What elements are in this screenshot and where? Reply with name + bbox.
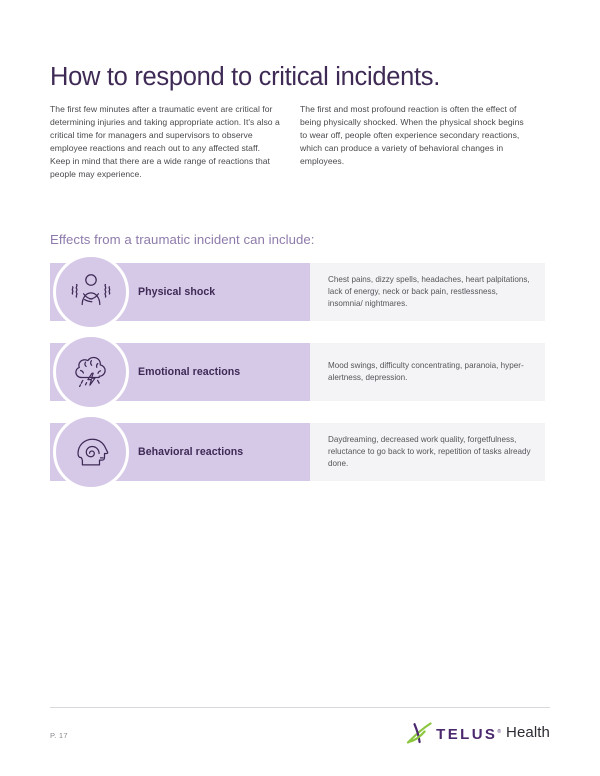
intro-text-block <box>50 103 550 182</box>
effect-row-description: Mood swings, difficulty concentrating, paranoia, hyper-alertness, depression. <box>328 360 524 382</box>
effect-row-behavioral-reactions <box>50 423 545 481</box>
health-wordmark: Health <box>506 724 550 741</box>
telus-wordmark-text: TELUS <box>436 725 498 743</box>
registered-mark: ® <box>497 728 502 735</box>
section-heading: Effects from a traumatic incident can include: <box>50 231 315 247</box>
effect-row-physical-shock <box>50 263 545 321</box>
brain-storm-icon <box>53 334 129 410</box>
effect-row-label: Emotional reactions <box>138 366 241 378</box>
effect-row-description: Daydreaming, decreased work quality, forgetfulness, reluctance to go back to work, repetition of tasks already done. <box>328 434 531 469</box>
effect-row-emotional-reactions <box>50 343 545 401</box>
intro-paragraph-left: The first few minutes after a traumatic event are critical for determining injuries and taking appropriate action. It's also a critical time for managers and supervisors to observe employee reactions and reach out to any affected staff. Keep in mind that there are a wide range of reactions that people may experience. <box>50 104 280 180</box>
footer-divider <box>50 707 550 708</box>
effect-row-description: Chest pains, dizzy spells, headaches, heart palpitations, lack of energy, neck or back pain, restlessness, insomnia/ nightmares. <box>328 274 530 309</box>
effect-row-label: Physical shock <box>138 286 216 298</box>
page-title: How to respond to critical incidents. <box>50 63 441 92</box>
effect-row-label: Behavioral reactions <box>138 446 244 458</box>
effects-list <box>50 263 545 481</box>
shivering-person-icon <box>53 254 129 330</box>
telus-health-logo <box>406 722 550 744</box>
intro-paragraph-right: The first and most profound reaction is often the effect of being physically shocked. When the physical shock begins to wear off, people often experience secondary reactions, which can produce a variety of behavioral changes in employees. <box>300 104 524 167</box>
telus-wordmark <box>436 723 501 744</box>
page-number: P. 17 <box>50 731 68 740</box>
head-spiral-icon <box>53 414 129 490</box>
telus-swoosh-icon <box>406 722 432 744</box>
